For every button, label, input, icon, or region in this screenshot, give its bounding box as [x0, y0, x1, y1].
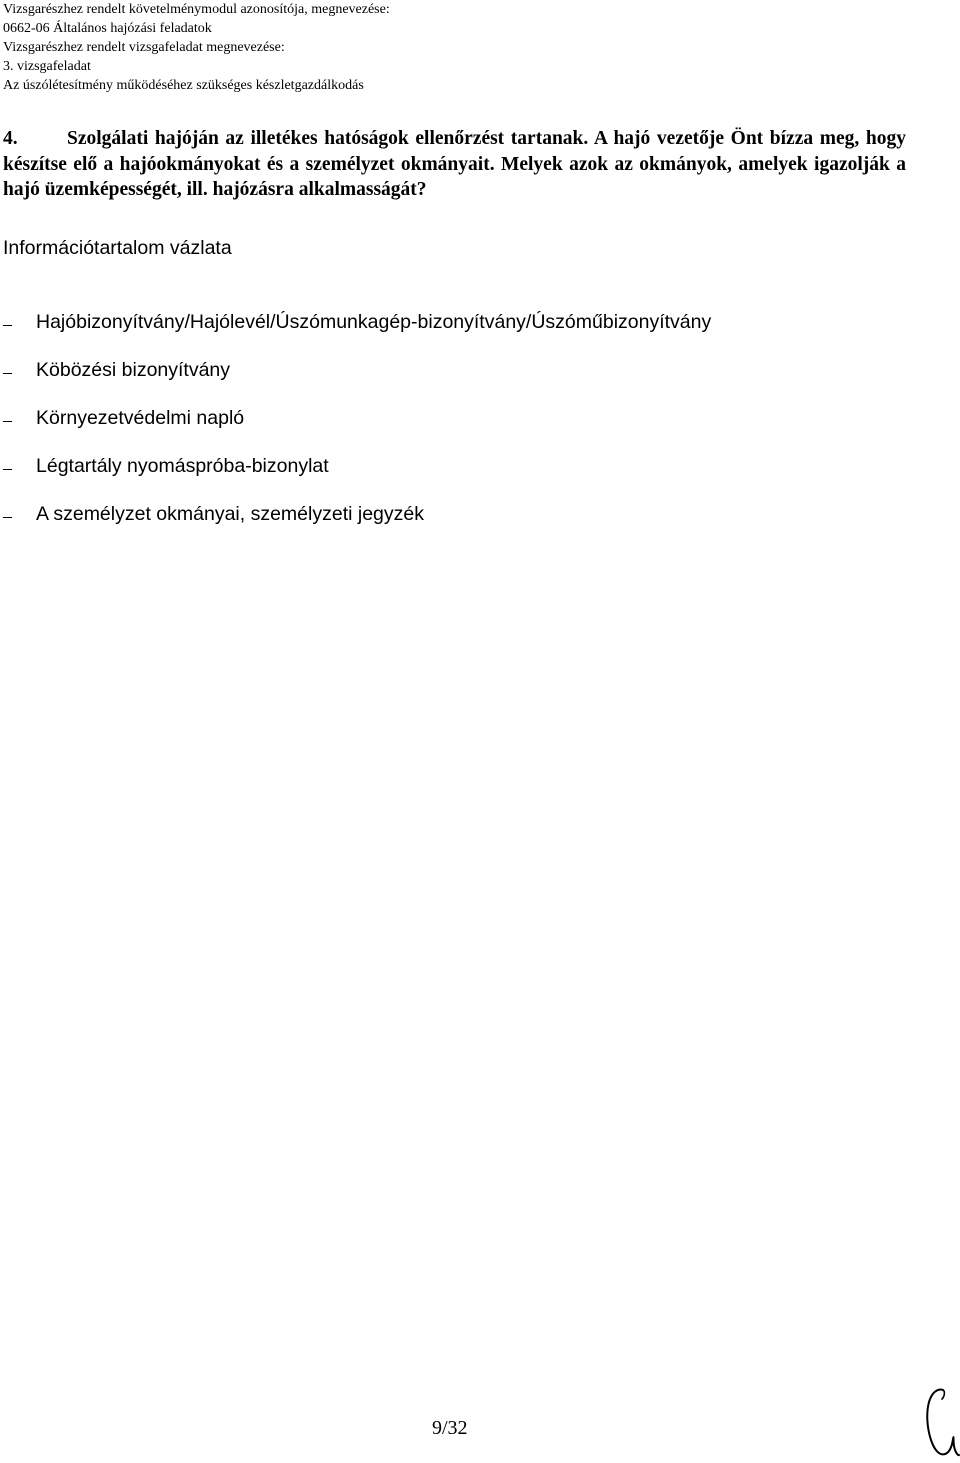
list-item: [0, 308, 960, 356]
question-number: 4.: [3, 128, 18, 149]
list-item: [0, 452, 960, 500]
dash-bullet-icon: [3, 421, 12, 422]
header-line-task-number: 3. vizsgafeladat: [3, 59, 91, 74]
question-text: Szolgálati hajóján az illetékes hatóságok ellenőrzést tartanak. A hajó vezetője Önt bízza meg, hogy készítse elő a hajóokmányokat és a személyzet okmányait. Melyek azok az okmányok, amelyek igazolják a hajó üzemképességét, ill. hajózásra alkalmasságát?: [3, 128, 906, 200]
list-item-text: Légtartály nyomáspróba-bizonylat: [36, 455, 329, 477]
header-line-module-name: 0662-06 Általános hajózási feladatok: [3, 21, 212, 36]
list-item: [0, 404, 960, 452]
list-item-text: Környezetvédelmi napló: [36, 407, 245, 429]
dash-bullet-icon: [3, 517, 12, 518]
list-item-text: A személyzet okmányai, személyzeti jegyzék: [36, 503, 424, 525]
document-list: [0, 308, 960, 548]
dash-bullet-icon: [3, 325, 12, 326]
list-item-text: Hajóbizonyítvány/Hajólevél/Úszómunkagép-bizonyítvány/Úszóműbizonyítvány: [36, 311, 712, 333]
header-line-task-name: Az úszólétesítmény működéséhez szükséges készletgazdálkodás: [3, 78, 364, 93]
signature-icon: [918, 1384, 960, 1462]
list-item: [0, 356, 960, 404]
document-header: [3, 0, 953, 95]
header-line-module-label: Vizsgarészhez rendelt követelménymodul azonosítója, megnevezése:: [3, 2, 390, 17]
list-item: [0, 500, 960, 548]
list-item-text: Köbözési bizonyítvány: [36, 359, 231, 381]
dash-bullet-icon: [3, 373, 12, 374]
dash-bullet-icon: [3, 469, 12, 470]
page-number: 9/32: [432, 1417, 468, 1439]
header-line-task-label: Vizsgarészhez rendelt vizsgafeladat megnevezése:: [3, 40, 285, 55]
section-title: Információtartalom vázlata: [3, 237, 232, 259]
question-block: [3, 126, 906, 203]
